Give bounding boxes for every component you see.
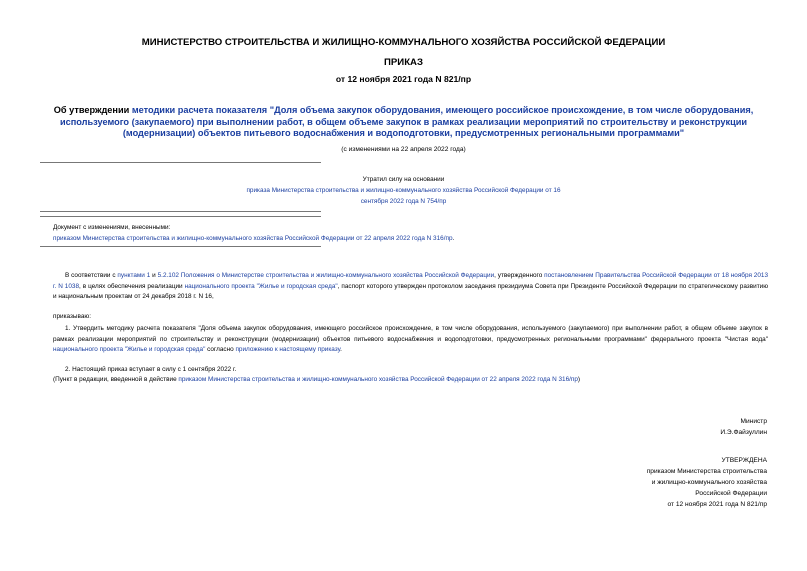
document-type: ПРИКАЗ — [384, 57, 423, 68]
changes-document-line — [53, 233, 773, 244]
amendment-note: (с изменениями на 22 апреля 2022 года) — [341, 146, 466, 153]
divider — [40, 246, 321, 247]
item-2-edit-note — [53, 376, 580, 383]
preamble-text-4: , в целях обеспечения реализации — [79, 282, 185, 290]
signatory-position: Министр — [740, 418, 767, 425]
item-1-link-national-project[interactable]: национального проекта "Жилье и городская среда" — [53, 346, 206, 354]
changes-document-block — [53, 222, 773, 244]
approval-block — [560, 455, 767, 510]
item-2-note-link[interactable]: приказом Министерства строительства и жилищно-коммунального хозяйства Российской Федерации от 22 апреля 2022 года N 316/пр — [178, 376, 578, 383]
divider — [40, 211, 321, 212]
preamble-text-3: , утвержденного — [494, 272, 545, 279]
lost-force-label: Утратил силу на основании — [362, 176, 445, 183]
item-2-note-suffix: ) — [577, 376, 581, 383]
changes-order-link[interactable]: приказом Министерства строительства и жилищно-коммунального хозяйства Российской Федерации от 22 апреля 2022 года N 316/пр — [53, 235, 453, 242]
approval-line-3: Российской Федерации — [695, 490, 767, 497]
lost-force-note — [120, 174, 687, 207]
title-methodology-link[interactable]: методики расчета показателя "Доля объема закупок оборудования, имеющего российское происхождение, в том числе оборудования, используемого (закупаемого) при выполнении работ, в общем объеме закупок в рамках реализации мероприятий по строительству и реконструкции (модернизации) объектов питьевого водоснабжения и водоподготовки, предусмотренных региональными программами" — [59, 105, 754, 138]
preamble-link-resolution[interactable]: постановлением Правительства Российской Федерации от 18 ноября 2013 г. N 1038 — [53, 272, 769, 290]
preamble-text-1: В соответствии с — [65, 272, 118, 279]
item-2-paragraph: 2. Настоящий приказ вступает в силу с 1 сентября 2022 г. — [65, 366, 237, 373]
document-date-number: от 12 ноября 2021 года N 821/пр — [335, 74, 472, 84]
title-prefix: Об утверждении — [53, 105, 132, 115]
changes-suffix: . — [452, 235, 455, 242]
ministry-heading: МИНИСТЕРСТВО СТРОИТЕЛЬСТВА И ЖИЛИЩНО-КОММУНАЛЬНОГО ХОЗЯЙСТВА РОССИЙСКОЙ ФЕДЕРАЦИИ — [141, 37, 666, 48]
divider — [40, 162, 321, 163]
item-2-note-prefix: (Пункт в редакции, введенной в действие — [53, 376, 179, 383]
preamble-link-national-project[interactable]: национального проекта "Жилье и городская среда" — [184, 282, 338, 290]
approval-line-1: приказом Министерства строительства — [646, 468, 767, 475]
item-1-text-1: 1. Утвердить методику расчета показателя "Доля объема закупок оборудования, имеющего российское происхождение, в том числе оборудования, используемого (закупаемого) при выполнении работ, в общем объеме закупок в рамках реализации мероприятий по строительству и реконструкции (модернизации) объектов питьевого водоснабжения и водоподготовки, предусмотренных региональными программами" федерального проекта "Чистая вода" — [53, 325, 768, 343]
preamble-text-2: и — [150, 272, 158, 279]
preamble-text-5: , паспорт которого утвержден протоколом заседания президиума Совета при Президенте Российской Федерации по стратегическому развитию и национальным проектам от 24 декабря 2018 г. N 16, — [53, 282, 768, 301]
changes-document-label: Документ с изменениями, внесенными: — [53, 224, 171, 231]
preamble-link-regulation[interactable]: 5.2.102 Положения о Министерстве строительства и жилищно-коммунального хозяйства Российской Федерации — [157, 272, 495, 279]
signatory-name: И.Э.Файзуллин — [720, 429, 767, 436]
lost-force-order-link[interactable]: приказа Министерства строительства и жилищно-коммунального хозяйства Российской Федерации от 16 сентября 2022 года N 754/пр — [246, 187, 561, 205]
document-title — [40, 105, 767, 140]
item-1-link-appendix[interactable]: приложению к настоящему приказу — [235, 346, 341, 354]
order-word: приказываю: — [53, 313, 91, 320]
item-1-paragraph — [53, 324, 768, 356]
item-1-text-3: . — [340, 346, 342, 354]
preamble-link-points[interactable]: пунктами 1 — [117, 272, 151, 279]
approval-line-2: и жилищно-коммунального хозяйства — [651, 479, 767, 486]
preamble-paragraph — [53, 271, 768, 303]
approval-heading: УТВЕРЖДЕНА — [721, 457, 767, 464]
approval-line-4: от 12 ноября 2021 года N 821/пр — [667, 501, 767, 508]
signature-block — [560, 416, 767, 438]
item-1-text-2: согласно — [205, 346, 236, 354]
divider — [40, 216, 321, 217]
